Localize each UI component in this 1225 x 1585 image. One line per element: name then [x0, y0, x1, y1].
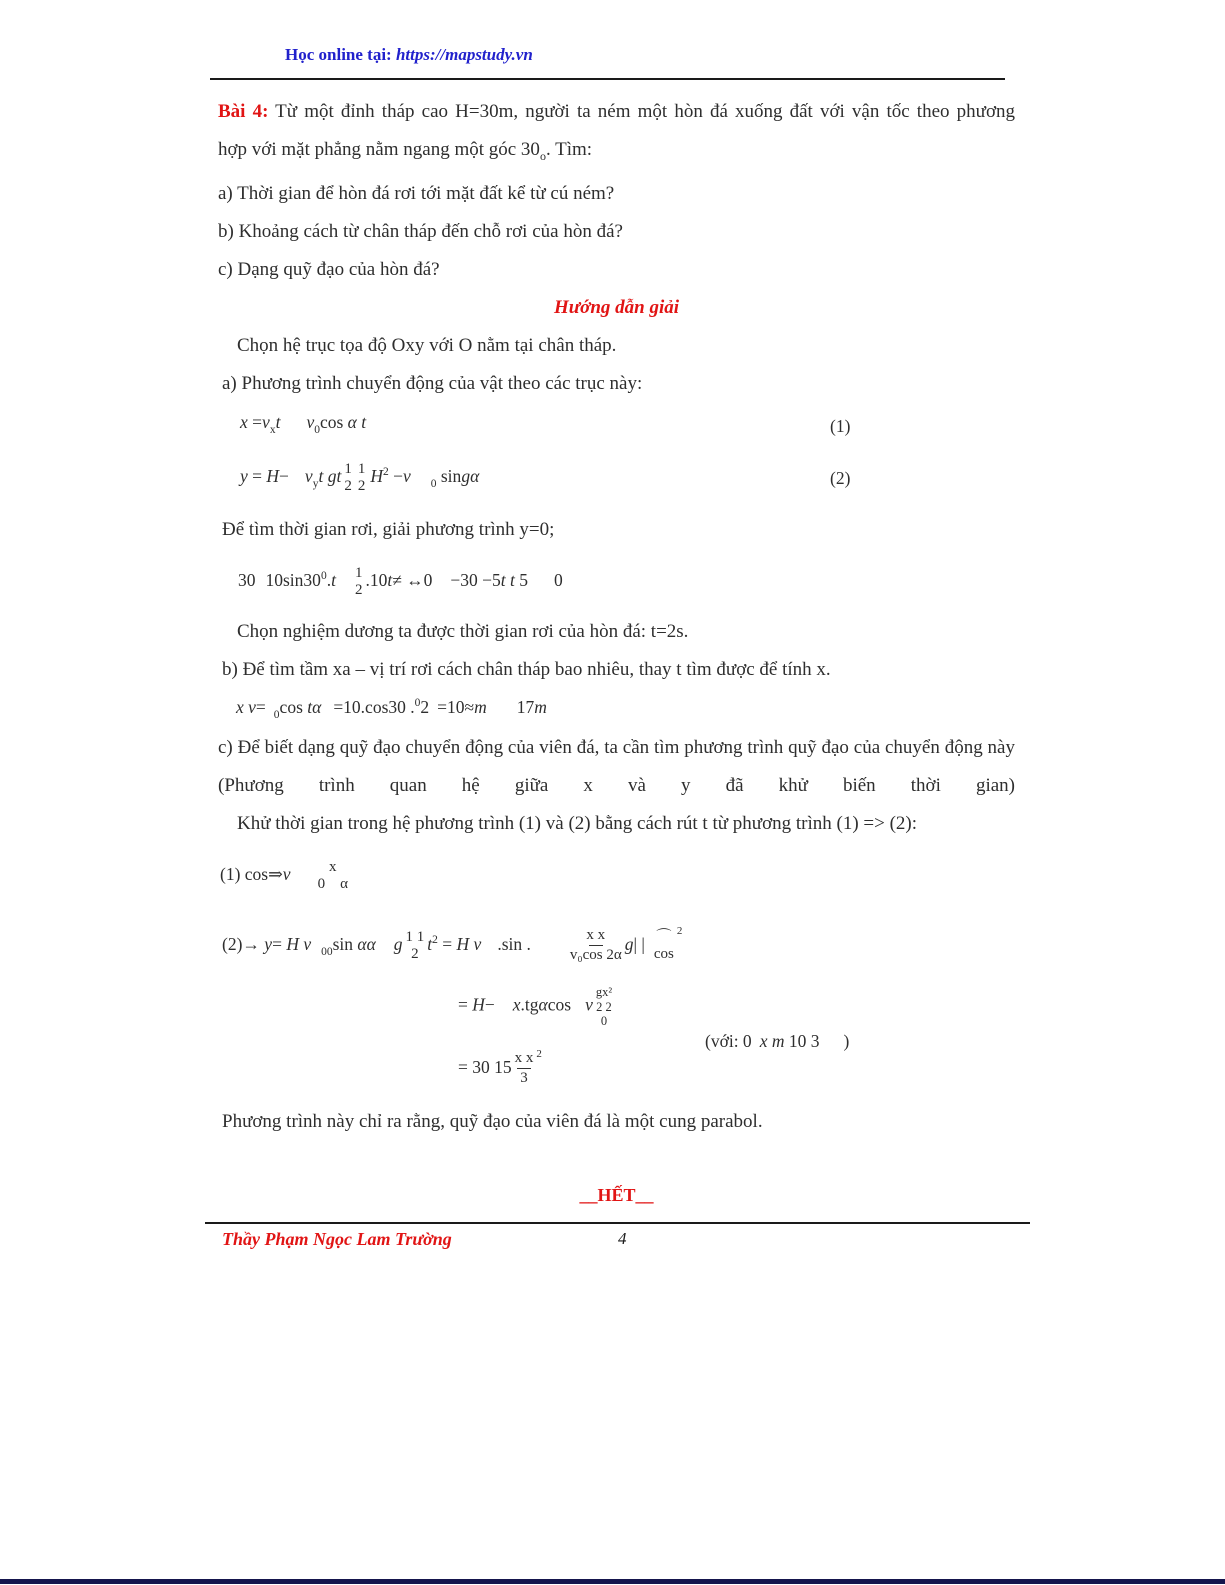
equation-1 — [240, 409, 1015, 443]
header-rule — [210, 78, 1005, 80]
question-b: b) Khoảng cách từ chân tháp đến chỗ rơi của hòn đá? — [218, 220, 623, 242]
conclusion-text: Phương trình này chỉ ra rằng, quỹ đạo của viên đá là một cung parabol. — [222, 1110, 763, 1132]
bottom-bar — [0, 1579, 1225, 1584]
problem-line-1 — [218, 93, 1015, 131]
equation-1-body: $x =v_xt$ $v_0\cos$ α t — [240, 411, 367, 436]
equation-5-body: (1) cos⇒v x 0 α — [220, 859, 348, 892]
equation-3 — [238, 553, 1015, 611]
problem-text-2: hợp với mặt phẳng nằm ngang một góc 30 — [218, 139, 540, 160]
problem-label: Bài 4: — [218, 101, 269, 122]
positive-root-note: Chọn nghiệm dương ta được thời gian rơi của hòn đá: t=2s. — [237, 620, 689, 642]
equation-8-body: = 30 15 $\frac{\text{x x}}{3}$ $^2$ — [458, 1047, 542, 1087]
header-prefix: Học online tại: — [285, 45, 396, 64]
equation-2-body: $y = H- v_yt$ gt 1 2 1 2 $H^2 -v$ $_0$ singα — [240, 460, 480, 494]
end-marker: __HẾT__ — [579, 1184, 654, 1205]
coordinate-note: Chọn hệ trục tọa độ Oxy với O nằm tại chân tháp. — [237, 334, 617, 356]
equation-1-number: (1) — [830, 415, 851, 436]
problem-text-tail: . Tìm: — [545, 139, 593, 160]
find-time-note: Để tìm thời gian rơi, giải phương trình y=0; — [222, 518, 555, 540]
equation-7-body: = H− x.tgαcos v gx² 2 2 0 — [458, 985, 613, 1028]
problem-text-1: Từ một đỉnh tháp cao H=30m, người ta ném một hòn đá xuống đất với vận tốc theo phương — [268, 101, 1015, 122]
equation-2-number: (2) — [830, 467, 851, 488]
equation-6-body: (2)→ y= H v $_{00}$sin αα g 1 1 2 $t^2 = H$ v .sin . $\frac{\text{x x}}{\text{v₀cos 2α}}$ g| | ⌒ cos $^2$ — [222, 924, 683, 964]
equation-2 — [240, 449, 1015, 507]
page-number: 4 — [618, 1228, 627, 1248]
eliminate-note: Khử thời gian trong hệ phương trình (1) và (2) bằng cách rút t từ phương trình (1) => (2): — [237, 812, 918, 834]
x-range-note-body: (với: 0 x m 10 3 ) — [705, 1030, 850, 1051]
footer — [218, 1226, 1015, 1252]
equation-4-body: x v= $_0$cos tα =10.cos30 .$^0$2 =10≈m 17m — [236, 696, 547, 721]
teacher-name: Thầy Phạm Ngọc Lam Trường — [222, 1228, 452, 1249]
equation-3-body: 30 $10\sin 30^0.t$ 1 2 .10t≠ ↔0 −30 −5t t 5 0 — [238, 565, 563, 598]
question-a: a) Thời gian để hòn đá rơi tới mặt đất kể từ cú ném? — [218, 182, 615, 204]
question-c: c) Dạng quỹ đạo của hòn đá? — [218, 258, 440, 280]
equation-7 — [458, 979, 1015, 1035]
solution-heading: Hướng dẫn giải — [553, 296, 680, 318]
site-link[interactable]: https://mapstudy.vn — [395, 45, 533, 64]
equation-5 — [220, 849, 1015, 903]
header-line — [285, 44, 1015, 66]
equation-4 — [236, 691, 1015, 727]
equation-8 — [458, 1037, 1015, 1093]
part-a-intro: a) Phương trình chuyển động của vật theo các trục này: — [222, 372, 643, 394]
part-c-intro: c) Để biết dạng quỹ đạo chuyển động của viên đá, ta cần tìm phương trình quỹ đạo của chuyển động này (Phương trình quan hệ giữa x và y đã khử biến thời gian) — [218, 736, 1015, 796]
angle-subscript: o — [539, 148, 546, 163]
footer-rule — [205, 1222, 1030, 1224]
part-b-intro: b) Để tìm tầm xa – vị trí rơi cách chân tháp bao nhiêu, thay t tìm được để tính x. — [222, 658, 831, 680]
problem-statement — [218, 93, 1015, 175]
problem-line-2 — [218, 139, 593, 163]
equation-6 — [222, 911, 1015, 973]
equation-7-block — [218, 979, 1015, 1093]
